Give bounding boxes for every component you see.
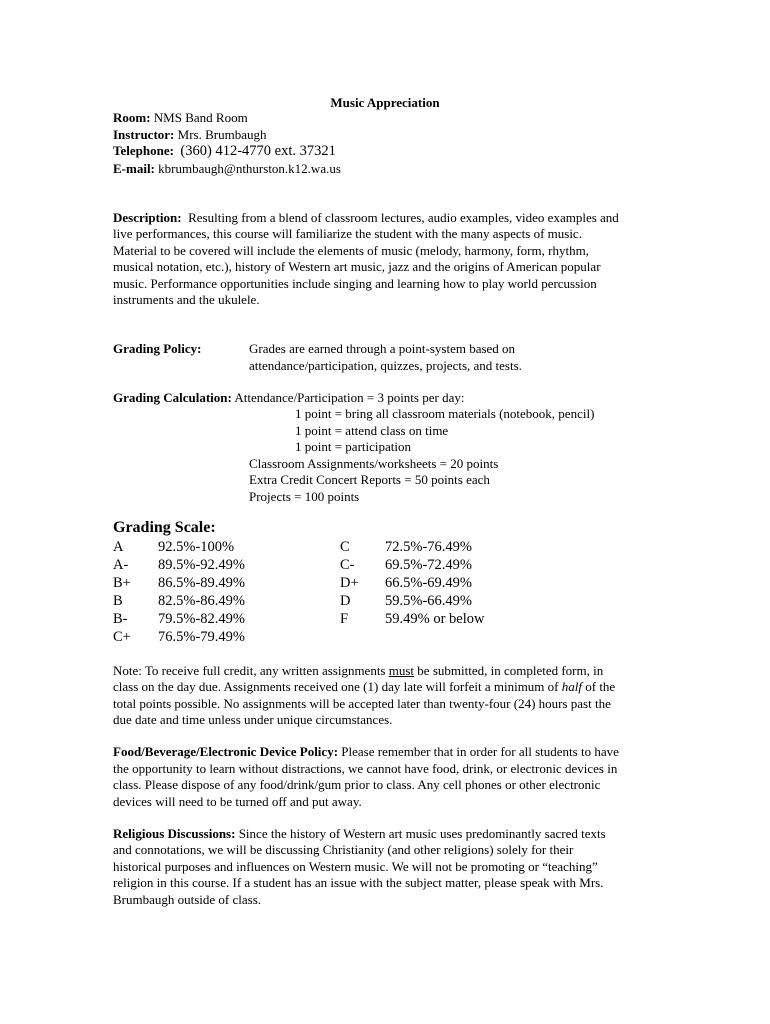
note-text: be submitted, in completed form, in <box>414 663 604 678</box>
grading-calculation-label: Grading Calculation: <box>113 390 232 405</box>
email-line <box>113 161 341 177</box>
grade-letter: B <box>113 593 123 609</box>
room-line <box>113 110 248 126</box>
grade-range: 69.5%-72.49% <box>385 557 472 573</box>
note-line <box>113 663 603 679</box>
room-value: NMS Band Room <box>153 110 248 125</box>
grading-calculation-item: Extra Credit Concert Reports = 50 points each <box>249 472 490 487</box>
grading-calculation-item: Projects = 100 points <box>249 489 360 504</box>
grading-calculation-sub: 1 point = attend class on time <box>295 423 449 438</box>
grade-range: 89.5%-92.49% <box>158 557 245 573</box>
description-line <box>113 210 619 226</box>
grading-policy-heading: Grading Policy: <box>113 341 202 356</box>
note-emphasis: half <box>561 679 582 694</box>
note-line: due date and time unless under unique circumstances. <box>113 712 393 727</box>
grade-letter: F <box>340 611 349 627</box>
grade-range: 79.5%-82.49% <box>158 611 245 627</box>
religious-label: Religious Discussions: <box>113 826 236 841</box>
grading-calculation-sub: 1 point = participation <box>295 439 412 454</box>
telephone-value: (360) 412-4770 ext. 37321 <box>180 143 336 159</box>
note-text: class on the day due. Assignments received one (1) day late will forfeit a minimum of <box>113 679 562 694</box>
note-text: Note: To receive full credit, any written assignments <box>113 663 389 678</box>
food-policy-label: Food/Beverage/Electronic Device Policy: <box>113 744 339 759</box>
description-line: Material to be covered will include the elements of music (melody, harmony, form, rhythm, <box>113 243 589 258</box>
email-value: kbrumbaugh@nthurston.k12.wa.us <box>158 161 341 176</box>
religious-text: Since the history of Western art music uses predominantly sacred texts <box>235 826 606 841</box>
grade-letter: D <box>340 593 351 609</box>
grading-policy-label <box>113 341 201 357</box>
grading-calculation-line <box>113 390 464 406</box>
grade-range: 76.5%-79.49% <box>158 629 245 645</box>
description-label: Description: <box>113 210 182 225</box>
grading-calculation-sub: 1 point = bring all classroom materials (notebook, pencil) <box>295 406 595 421</box>
note-line: total points possible. No assignments will be accepted later than twenty-four (24) hours past the <box>113 696 611 711</box>
note-line <box>113 679 615 695</box>
telephone-line <box>113 143 336 159</box>
page-title: Music Appreciation <box>330 95 440 110</box>
grade-range: 59.5%-66.49% <box>385 593 472 609</box>
grading-calculation-first: Attendance/Participation = 3 points per day: <box>234 390 465 405</box>
food-policy-line <box>113 744 619 760</box>
note-emphasis: must <box>388 663 415 678</box>
instructor-value: Mrs. Brumbaugh <box>177 127 267 142</box>
instructor-line <box>113 127 266 143</box>
religious-line: religion in this course. If a student has an issue with the subject matter, please speak with Mrs. <box>113 875 604 890</box>
grade-letter: C <box>340 539 350 555</box>
description-line: music. Performance opportunities include singing and learning how to play world percussion <box>113 276 597 291</box>
food-policy-line: devices will need to be turned off and put away. <box>113 794 362 809</box>
food-policy-text: Please remember that in order for all students to have <box>338 744 619 759</box>
grade-letter: D+ <box>340 575 359 591</box>
grade-range: 82.5%-86.49% <box>158 593 245 609</box>
grade-letter: B- <box>113 611 128 627</box>
grade-range: 72.5%-76.49% <box>385 539 472 555</box>
grade-letter: A <box>113 539 124 555</box>
email-label: E-mail: <box>113 161 155 176</box>
grade-range: 66.5%-69.49% <box>385 575 472 591</box>
description-line: instruments and the ukulele. <box>113 292 260 307</box>
grading-calculation-item: Classroom Assignments/worksheets = 20 points <box>249 456 499 471</box>
religious-line: Brumbaugh outside of class. <box>113 892 262 907</box>
grade-letter: C- <box>340 557 355 573</box>
grade-range: 59.49% or below <box>385 611 485 627</box>
grading-scale-heading: Grading Scale: <box>113 519 216 536</box>
description-text: Resulting from a blend of classroom lectures, audio examples, video examples and <box>188 210 619 225</box>
description-line: live performances, this course will familiarize the student with the many aspects of music. <box>113 226 582 241</box>
telephone-label: Telephone: <box>113 143 174 158</box>
room-label: Room: <box>113 110 151 125</box>
grade-range: 86.5%-89.49% <box>158 575 245 591</box>
instructor-label: Instructor: <box>113 127 175 142</box>
description-line: musical notation, etc.), history of Western art music, jazz and the origins of American popular <box>113 259 601 274</box>
grading-policy-text: attendance/participation, quizzes, projects, and tests. <box>249 358 522 373</box>
religious-line <box>113 826 606 842</box>
grade-letter: B+ <box>113 575 131 591</box>
grade-letter: A- <box>113 557 129 573</box>
grading-policy-text: Grades are earned through a point-system based on <box>249 341 516 356</box>
note-text: of the <box>581 679 616 694</box>
grade-range: 92.5%-100% <box>158 539 235 555</box>
food-policy-line: class. Please dispose of any food/drink/gum prior to class. Any cell phones or other electronic <box>113 777 601 792</box>
religious-line: and connotations, we will be discussing Christianity (and other religions) solely for their <box>113 842 574 857</box>
food-policy-line: the opportunity to learn without distractions, we cannot have food, drink, or electronic devices in <box>113 761 618 776</box>
religious-line: historical purposes and influences on Western music. We will not be promoting or “teaching” <box>113 859 598 874</box>
grade-letter: C+ <box>113 629 131 645</box>
